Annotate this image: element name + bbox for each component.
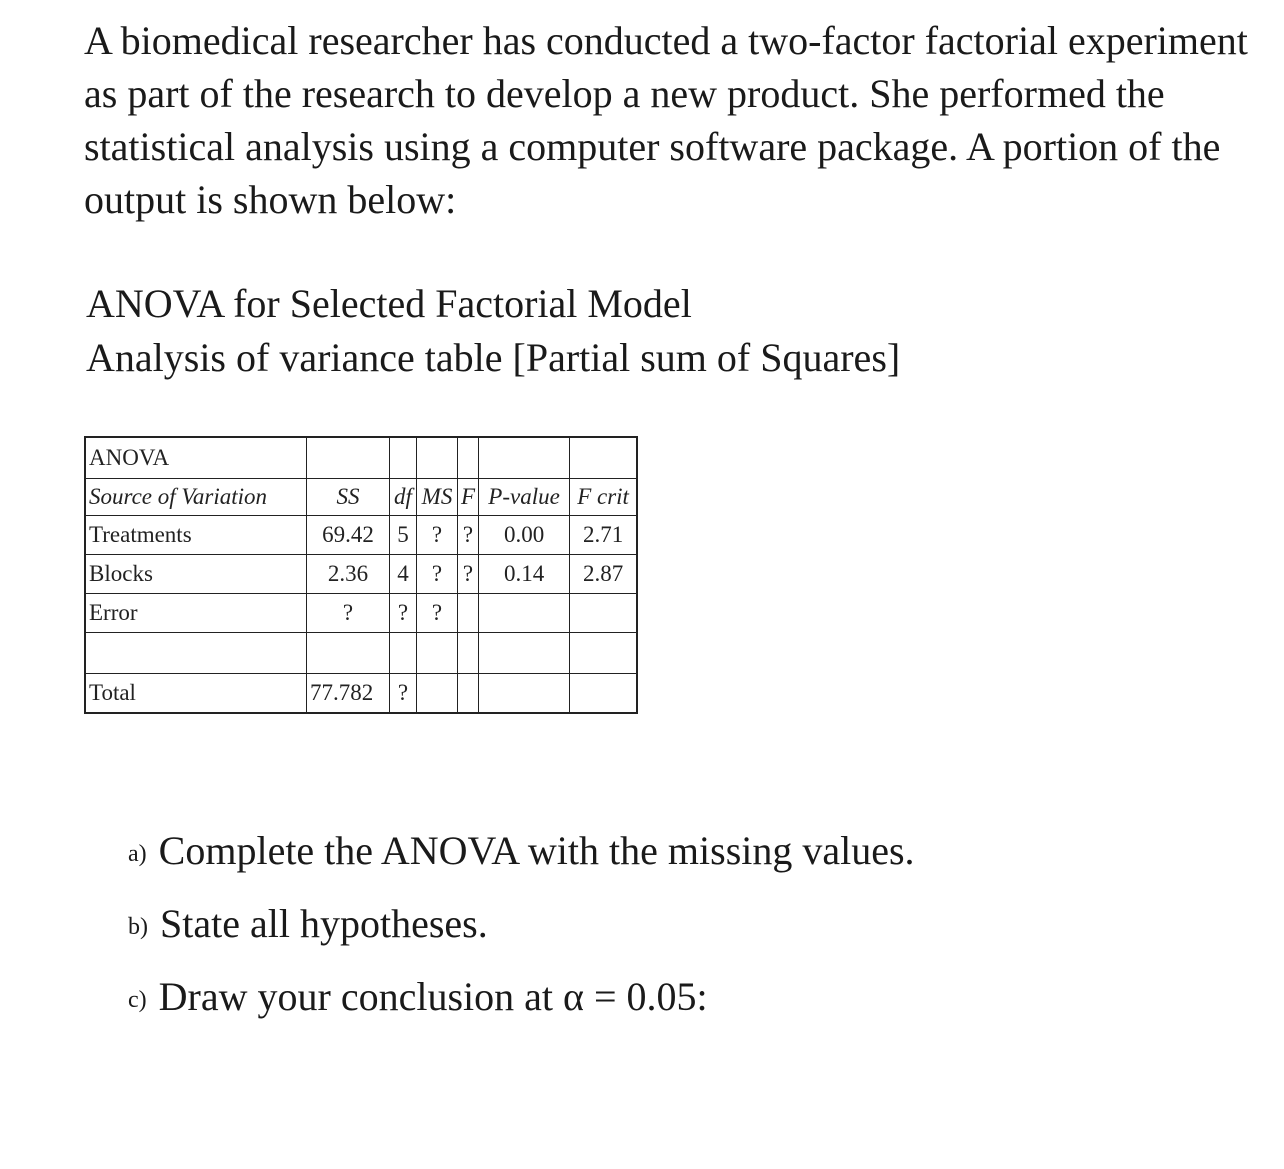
header-source: Source of Variation [85, 479, 307, 516]
row-blocks-p: 0.14 [479, 555, 570, 594]
header-ms: MS [417, 479, 458, 516]
row-blocks-f: ? [458, 555, 479, 594]
table-cell [85, 633, 307, 674]
table-cell [390, 633, 417, 674]
row-blocks-fcrit: 2.87 [570, 555, 638, 594]
row-total-p [479, 674, 570, 714]
row-total-f [458, 674, 479, 714]
question-a-label: a) [128, 841, 147, 867]
question-a [128, 826, 915, 879]
row-treatments-ms: ? [417, 516, 458, 555]
question-b [128, 899, 488, 952]
row-total-ss: 77.782 [307, 674, 390, 714]
table-cell [417, 437, 458, 479]
row-blocks-source: Blocks [85, 555, 307, 594]
row-treatments-f: ? [458, 516, 479, 555]
row-error-fcrit [570, 594, 638, 633]
question-b-label: b) [128, 914, 148, 940]
question-c-text: Draw your conclusion at α = 0.05: [158, 974, 708, 1019]
header-df: df [390, 479, 417, 516]
table-cell [570, 633, 638, 674]
question-c-label: c) [128, 987, 147, 1013]
row-blocks-df: 4 [390, 555, 417, 594]
header-p-value: P-value [479, 479, 570, 516]
question-c [128, 972, 708, 1025]
table-row [85, 555, 637, 594]
row-error-source: Error [85, 594, 307, 633]
row-blocks-ms: ? [417, 555, 458, 594]
table-cell [479, 633, 570, 674]
table-cell [417, 633, 458, 674]
row-total-ms [417, 674, 458, 714]
table-cell [458, 437, 479, 479]
row-treatments-df: 5 [390, 516, 417, 555]
table-cell [390, 437, 417, 479]
table-cell [307, 633, 390, 674]
row-total-source: Total [85, 674, 307, 714]
header-f-crit: F crit [570, 479, 638, 516]
row-blocks-ss: 2.36 [307, 555, 390, 594]
row-total-df: ? [390, 674, 417, 714]
header-f: F [458, 479, 479, 516]
row-treatments-fcrit: 2.71 [570, 516, 638, 555]
analysis-subheading: Analysis of variance table [Partial sum of Squares] [86, 335, 901, 380]
row-error-df: ? [390, 594, 417, 633]
table-cell [479, 437, 570, 479]
anova-heading: ANOVA for Selected Factorial Model [86, 281, 692, 326]
row-error-ss: ? [307, 594, 390, 633]
question-b-text: State all hypotheses. [160, 901, 488, 946]
table-row [85, 674, 637, 714]
table-title-cell: ANOVA [85, 437, 307, 479]
table-cell [458, 633, 479, 674]
table-row [85, 633, 637, 674]
anova-table [84, 436, 638, 714]
row-total-fcrit [570, 674, 638, 714]
table-row [85, 437, 637, 479]
intro-paragraph: A biomedical researcher has conducted a two-factor factorial experiment as part of the research to develop a new product. She performed the statistical analysis using a computer software package. A portion of the output is shown below: [84, 18, 1248, 222]
header-ss: SS [307, 479, 390, 516]
table-row [85, 594, 637, 633]
question-a-text: Complete the ANOVA with the missing values. [158, 828, 915, 873]
row-treatments-ss: 69.42 [307, 516, 390, 555]
row-error-f [458, 594, 479, 633]
table-header-row [85, 479, 637, 516]
row-error-ms: ? [417, 594, 458, 633]
table-row [85, 516, 637, 555]
row-treatments-source: Treatments [85, 516, 307, 555]
row-treatments-p: 0.00 [479, 516, 570, 555]
row-error-p [479, 594, 570, 633]
table-cell [570, 437, 638, 479]
table-cell [307, 437, 390, 479]
